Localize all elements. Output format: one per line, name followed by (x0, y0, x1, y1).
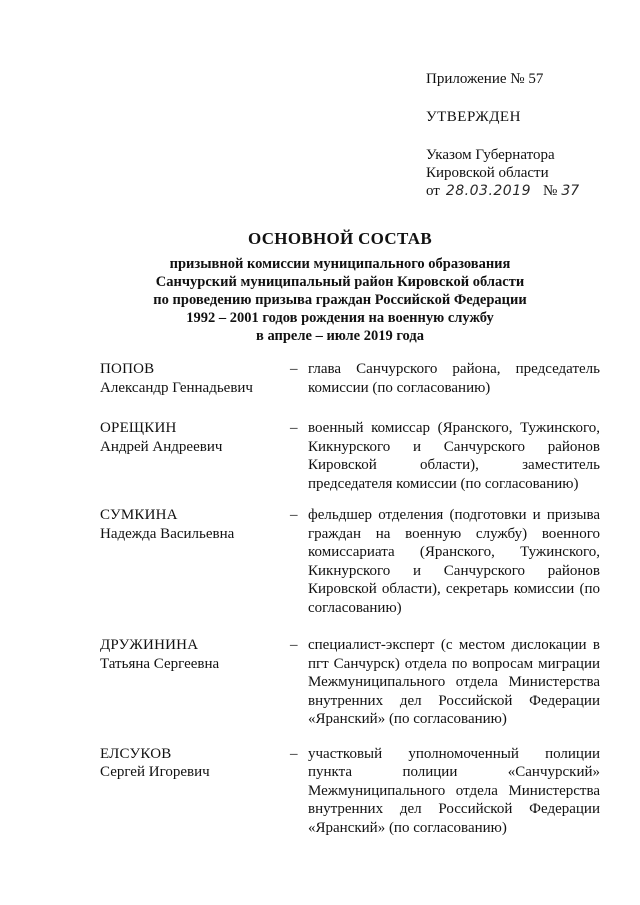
commission-members-list (100, 360, 600, 837)
member-row (100, 506, 600, 617)
member-role: глава Санчурского района, председатель комиссии (по согласованию) (308, 361, 600, 396)
decree-line-2: Кировской области (426, 165, 549, 181)
approved-label: УТВЕРЖДЕН (426, 109, 521, 125)
member-row (100, 360, 600, 397)
member-dash: – (290, 361, 298, 377)
member-row (100, 636, 600, 729)
member-given-names: Надежда Васильевна (100, 525, 235, 542)
title-line-1: призывной комиссии муниципального образования (169, 256, 511, 272)
handwritten-number: 37 (561, 183, 580, 199)
document-title: ОСНОВНОЙ СОСТАВ (247, 229, 432, 248)
member-surname: ПОПОВ (100, 361, 155, 377)
member-surname: СУМКИНА (100, 507, 178, 523)
member-dash: – (290, 420, 298, 436)
title-line-2: Санчурский муниципальный район Кировской области (155, 274, 525, 290)
decree-date-number-line (426, 182, 626, 200)
member-given-names: Александр Геннадьевич (100, 379, 253, 396)
approval-header (426, 70, 626, 200)
title-line-3: по проведению призыва граждан Российской Федерации (153, 292, 527, 308)
decree-line-1: Указом Губернатора (426, 147, 555, 163)
appendix-number: Приложение № 57 (426, 71, 544, 87)
member-role: участковый уполномоченный полиции пункта полиции «Санчурский» Межмуниципального отдела Министерства внутренних дел Российской Федерации «Яранский» (по согласованию) (308, 745, 600, 836)
member-dash: – (290, 507, 298, 523)
member-row (100, 745, 600, 838)
member-name (100, 636, 290, 729)
member-name (100, 506, 290, 617)
member-given-names: Татьяна Сергеевна (100, 655, 220, 672)
document-title-block (100, 229, 580, 345)
member-row (100, 419, 600, 493)
member-surname: ОРЕЩКИН (100, 420, 177, 436)
member-role: военный комиссар (Яранского, Тужинского, Кикнурского и Санчурского районов Кировской области), заместитель председателя комиссии (по согласованию) (308, 420, 600, 492)
title-line-4: 1992 – 2001 годов рождения на военную службу (186, 310, 494, 326)
title-line-5: в апреле – июле 2019 года (256, 328, 424, 344)
handwritten-date: 28.03.2019 (445, 183, 532, 199)
member-role: фельдшер отделения (подготовки и призыва граждан на военную службу) военного комиссариата (Яранского, Тужинского, Кикнурского и Санчурского районов Кировской области), секретарь комиссии (по согласованию) (308, 507, 600, 616)
member-surname: ДРУЖИНИНА (100, 637, 199, 653)
member-given-names: Сергей Игоревич (100, 764, 210, 780)
date-prefix: от (426, 183, 440, 199)
member-dash: – (290, 637, 298, 653)
number-prefix: № (543, 183, 558, 199)
member-dash: – (290, 745, 298, 762)
member-name (100, 360, 290, 397)
member-surname: ЕЛСУКОВ (100, 745, 172, 762)
member-name (100, 745, 290, 838)
member-name (100, 419, 290, 493)
member-role: специалист-эксперт (с местом дислокации в пгт Санчурск) отдела по вопросам миграции Межмуниципального отдела Министерства внутренних дел Российской Федерации «Яранский» (по согласованию) (308, 637, 600, 727)
member-given-names: Андрей Андреевич (100, 438, 223, 455)
